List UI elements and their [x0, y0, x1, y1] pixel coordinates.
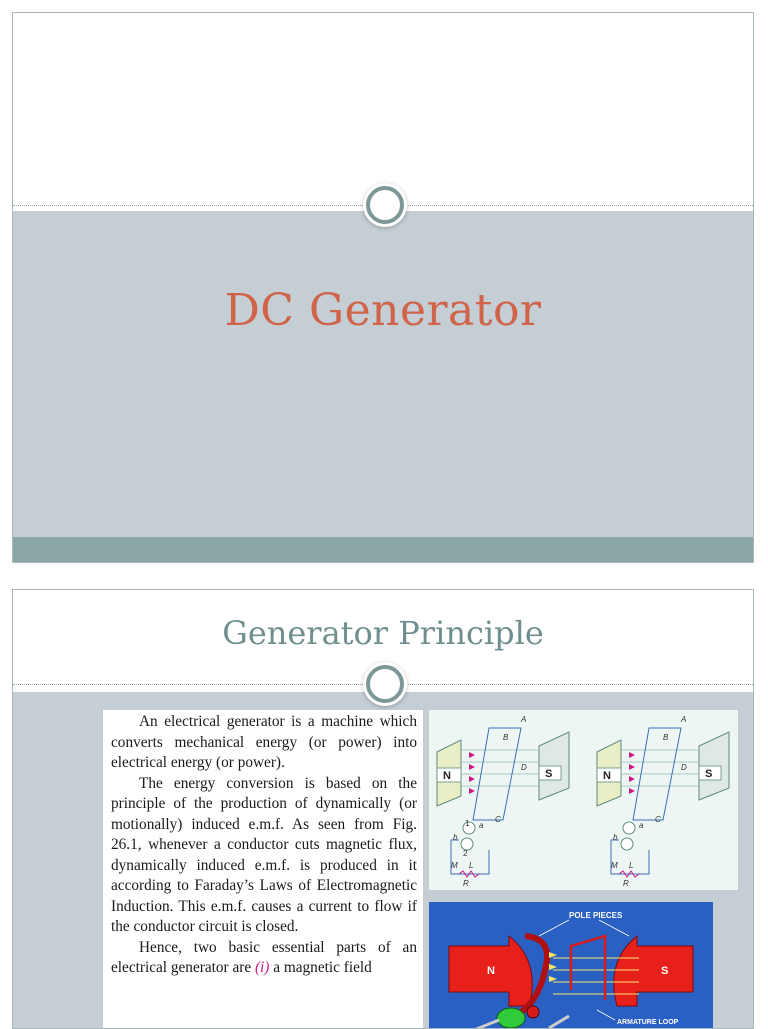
armature-loop-label: ARMATURE LOOP — [617, 1019, 679, 1026]
point-label: D — [521, 763, 527, 772]
highlight-marker: (i) — [254, 959, 270, 976]
point-label: a — [479, 821, 484, 830]
south-pole-label: S — [661, 965, 669, 977]
content-slide — [12, 589, 754, 1029]
point-label: 2 — [463, 849, 468, 858]
slide-title: DC Generator — [224, 285, 542, 336]
point-label: a — [639, 821, 644, 830]
pole-pieces-label: POLE PIECES — [569, 911, 623, 920]
generator-diagram-figure — [429, 710, 738, 890]
point-label: b — [613, 833, 618, 842]
point-label: L — [629, 861, 634, 870]
north-pole-label: N — [487, 965, 495, 977]
point-label: L — [469, 861, 474, 870]
paragraph: The energy conversion is based on the principle of the production of dynamically (or motionally) induced e.m.f. As seen from Fig. 26.1, whenever a conductor cuts magnetic flux, dynamically induced e.m.f. is produced in it according to Faraday’s Laws of Electromagnetic Induction. This e.m.f. causes a current to flow if the conductor circuit is closed. — [111, 774, 417, 935]
point-label: A — [681, 715, 687, 724]
point-label: C — [495, 815, 501, 824]
point-label: b — [453, 833, 458, 842]
point-label: A — [521, 715, 527, 724]
slide-title: Generator Principle — [222, 614, 544, 652]
point-label: B — [503, 733, 509, 742]
point-label: D — [681, 763, 687, 772]
generator-sketch-left — [437, 715, 569, 888]
text-excerpt — [103, 710, 423, 1029]
generator-diagram-svg — [429, 710, 738, 890]
point-label: M — [611, 861, 618, 870]
title-band — [13, 211, 753, 537]
armature-illustration-figure — [429, 902, 713, 1029]
circle-ornament-icon — [366, 665, 404, 703]
north-pole-label: N — [603, 770, 611, 782]
paragraph-text: Hence, two basic essential parts of an electrical generator are — [111, 938, 417, 976]
point-label: R — [623, 879, 629, 888]
point-label: R — [463, 879, 469, 888]
paragraph-text: a magnetic field — [269, 959, 372, 976]
south-pole-label: S — [705, 768, 713, 780]
point-label: B — [663, 733, 669, 742]
south-pole-label: S — [545, 768, 553, 780]
generator-sketch-right — [597, 715, 729, 888]
paragraph — [111, 938, 417, 979]
circle-ornament-icon — [366, 186, 404, 224]
title-slide — [12, 12, 754, 563]
footer-band — [13, 537, 753, 563]
point-label: M — [451, 861, 458, 870]
north-pole-label: N — [443, 770, 451, 782]
point-label: C — [655, 815, 661, 824]
armature-illustration-svg — [429, 902, 713, 1029]
point-label: 1 — [465, 819, 470, 828]
paragraph: An electrical generator is a machine which converts mechanical energy (or power) into electrical energy (or power). — [111, 713, 417, 771]
